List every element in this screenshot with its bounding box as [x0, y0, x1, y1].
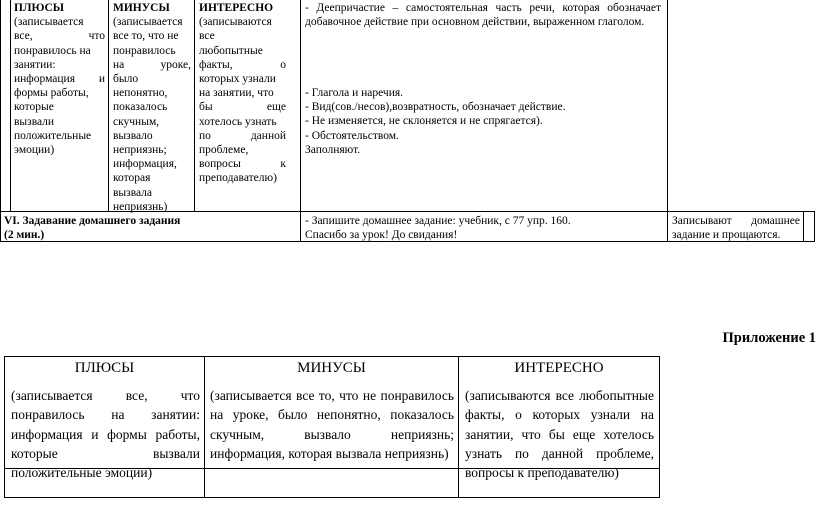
interesno-line: любопытные — [199, 44, 263, 57]
interesno-word: вопросы — [199, 158, 241, 171]
plusy-line: эмоции) — [14, 144, 55, 157]
plusy-line-pair — [14, 72, 105, 86]
minusy-line: неприязнь; — [113, 144, 167, 157]
minusy-line: неприязнь) — [113, 200, 168, 213]
plusy-line: которые — [14, 101, 54, 114]
interesno-word: по — [199, 129, 211, 142]
interesno-line: (записываются — [199, 16, 272, 29]
answer-line: - Глагола и наречия. — [305, 87, 404, 99]
interesno-line: которых узнали — [199, 73, 276, 86]
interesno-line: на занятии, что — [199, 87, 274, 100]
answer-line: Заполняют. — [305, 143, 361, 156]
minusy-line: вызвало — [113, 129, 153, 142]
interesno-title: ИНТЕРЕСНО — [199, 2, 274, 14]
answer-line: - Не изменяется, не склоняется и не спрягается). — [305, 115, 543, 128]
answer-line: - Вид(сов./несов),возвратность, обозначает действие. — [305, 101, 566, 114]
appendix-text-interesno: (записываются все любопытные факты, о которых узнали на занятии, что бы еще хотелось узнать по данной проблеме, вопросы к преподавателю) — [465, 388, 654, 481]
minusy-line: (записывается — [113, 16, 183, 29]
minusy-line: понравилось — [113, 44, 176, 57]
plusy-word: что — [88, 30, 105, 43]
stage-duration: (2 мин.) — [4, 229, 45, 242]
teacher-definition: - Деепричастие – самостоятельная часть речи, которая обозначает добавочное действие при основном действии, выраженном глаголом. — [305, 2, 661, 29]
answer-line: - Обстоятельством. — [305, 129, 399, 142]
plusy-word: информация — [14, 73, 75, 86]
minusy-line: показалось — [113, 101, 168, 114]
interesno-line-pair — [199, 100, 286, 114]
interesno-line: хотелось узнать — [199, 115, 277, 128]
homework-text: - Запишите домашнее задание: учебник, с 77 упр. 160. — [305, 215, 571, 227]
interesno-word: к — [280, 158, 286, 171]
plusy-line: вызвали — [14, 115, 55, 128]
minusy-line: скучным, — [113, 115, 160, 128]
plusy-line-pair — [14, 29, 105, 43]
interesno-line: преподавателю) — [199, 172, 277, 185]
appendix-text-plusy: (записывается все, что понравилось на занятии: информация и формы работы, которые вызвали положительные эмоции) — [11, 388, 200, 481]
appendix-title: Приложение 1 — [722, 330, 816, 346]
interesno-line: проблеме, — [199, 144, 249, 157]
minusy-line: непонятно, — [113, 87, 168, 100]
plusy-line: формы работы, — [14, 87, 89, 100]
plusy-title: ПЛЮСЫ — [14, 2, 65, 14]
interesno-line-pair — [199, 157, 286, 171]
minusy-word: уроке, — [160, 58, 191, 71]
interesno-line-pair — [199, 58, 286, 72]
interesno-word: данной — [250, 129, 286, 142]
plusy-word: и — [98, 73, 105, 86]
farewell-text: Спасибо за урок! До свидания! — [305, 229, 458, 242]
minusy-line-pair — [113, 58, 191, 72]
minusy-line: вызвала — [113, 186, 153, 199]
minusy-line: которая — [113, 172, 151, 185]
interesno-word: о — [280, 58, 286, 71]
plusy-cell — [14, 1, 105, 157]
minusy-line: информация, — [113, 158, 177, 171]
plusy-line: занятии: — [14, 58, 56, 71]
appendix-text-minusy: (записывается все то, что не понравилось на уроке, было непонятно, показалось скучным, вызвало неприязнь; информация, которая вызвала неприязнь) — [210, 388, 454, 461]
appendix-header-minusy: МИНУСЫ — [297, 360, 366, 376]
interesno-word: факты, — [199, 58, 233, 71]
interesno-cell — [199, 1, 286, 186]
minusy-word: на — [113, 58, 125, 71]
minusy-line: все то, что не — [113, 30, 179, 43]
plusy-line: (записывается — [14, 16, 84, 29]
interesno-line-pair — [199, 129, 286, 143]
minusy-title: МИНУСЫ — [113, 2, 170, 14]
stage-title: VI. Задавание домашнего задания — [4, 215, 181, 227]
student-activity-text: Записывают домашнее задание и прощаются. — [672, 215, 800, 242]
minusy-line: было — [113, 73, 139, 86]
plusy-line: понравилось на — [14, 44, 91, 57]
teacher-answers — [305, 86, 661, 157]
interesno-word: бы — [199, 101, 213, 114]
plusy-line: положительные — [14, 129, 92, 142]
stage-cell — [4, 214, 296, 242]
interesno-line: все — [199, 30, 215, 43]
homework-cell — [305, 214, 663, 242]
appendix-header-interesno: ИНТЕРЕСНО — [514, 360, 604, 376]
plusy-word: все, — [14, 30, 33, 43]
minusy-cell — [113, 1, 191, 214]
interesno-word: еще — [266, 101, 286, 114]
appendix-header-plusy: ПЛЮСЫ — [74, 360, 135, 376]
